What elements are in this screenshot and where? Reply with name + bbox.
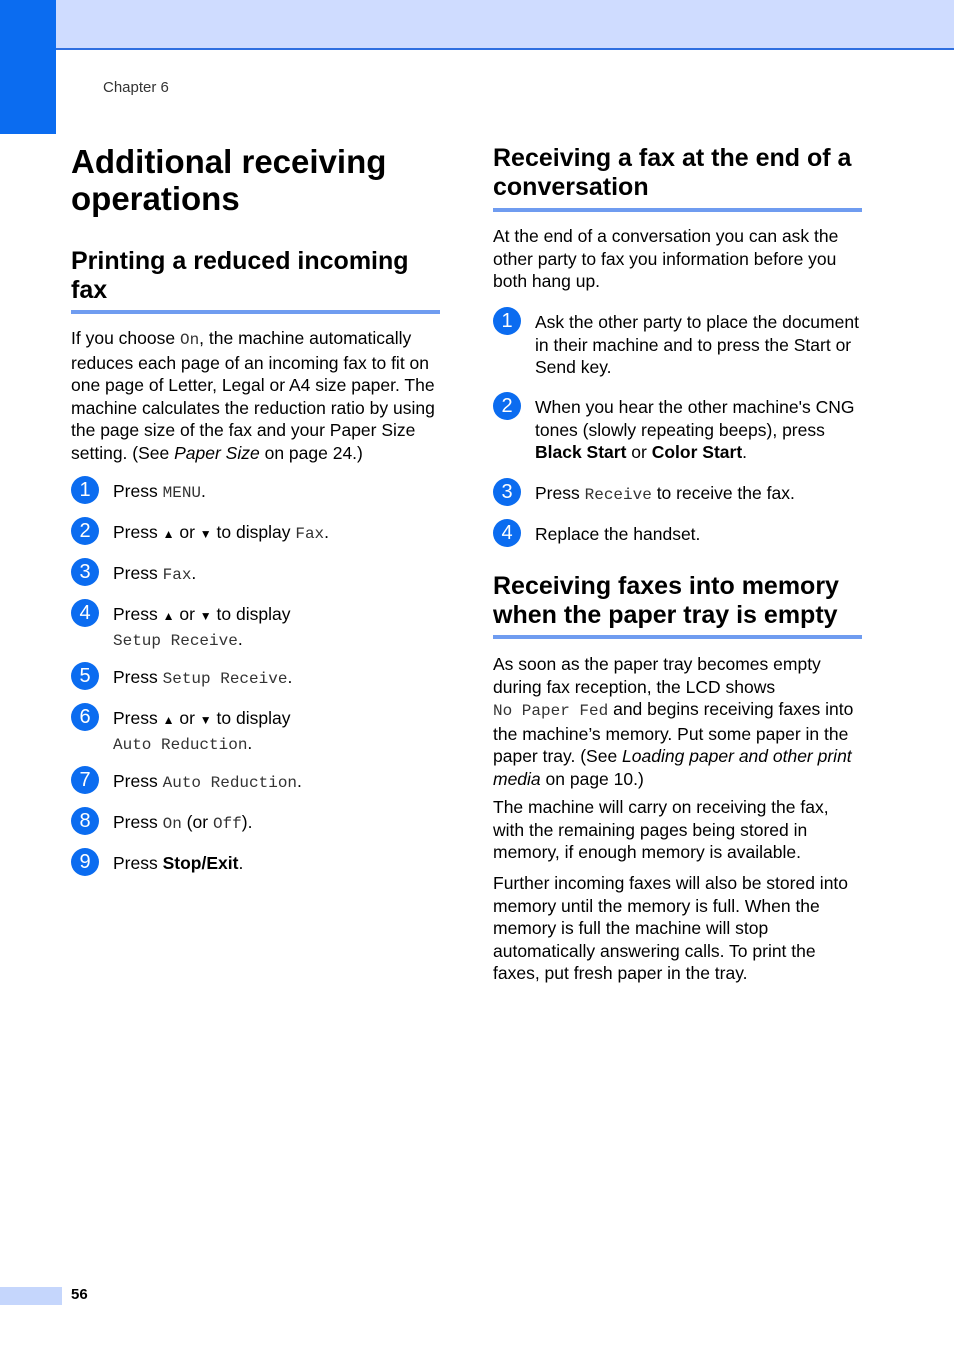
section2-paragraph-3: Further incoming faxes will also be stored into memory until the memory is full. When the memory is full the machine will stop automatically answering calls. To print the faxes, put fresh paper in the tray. <box>493 873 849 983</box>
step-number: 2 <box>493 392 521 420</box>
step-number: 6 <box>71 703 99 731</box>
section2-paragraph-1: As soon as the paper tray becomes empty during fax reception, the LCD shows No Paper Fed and begins receiving faxes into the machine’s memory. Put some paper in the paper tray. (See Loading paper and other print media on page 10.) <box>493 654 854 789</box>
step-number: 1 <box>71 476 99 504</box>
section-title-end-of-conversation: Receiving a fax at the end of a conversation <box>493 144 852 201</box>
section-rule <box>71 310 440 314</box>
step-number: 2 <box>71 517 99 545</box>
down-arrow-icon: ▼ <box>199 527 212 541</box>
step-number: 1 <box>493 307 521 335</box>
step-number: 8 <box>71 807 99 835</box>
intro-paragraph: If you choose On, the machine automatically reduces each page of an incoming fax to fit on one page of Letter, Legal or A4 size paper. The machine calculates the reduction ratio by using the page size of the fax and your Paper Size setting. (See Paper Size on page 24.) <box>71 328 435 463</box>
up-arrow-icon: ▲ <box>162 527 175 541</box>
step-number: 4 <box>493 519 521 547</box>
step-number: 5 <box>71 662 99 690</box>
up-arrow-icon: ▲ <box>162 609 175 623</box>
step-number: 4 <box>71 599 99 627</box>
footer-band <box>0 1287 62 1305</box>
step-number: 3 <box>71 558 99 586</box>
cross-reference-link[interactable]: Loading paper and other print media <box>493 746 852 789</box>
cross-reference-link[interactable]: Paper Size <box>174 442 260 463</box>
step-number: 3 <box>493 478 521 506</box>
up-arrow-icon: ▲ <box>162 713 175 727</box>
chapter-label: Chapter 6 <box>103 79 169 96</box>
section-rule <box>493 635 862 639</box>
section2-paragraph-2: The machine will carry on receiving the fax, with the remaining pages being stored in memory, if enough memory is available. <box>493 797 829 862</box>
step-number: 9 <box>71 848 99 876</box>
section1-intro: At the end of a conversation you can ask the other party to fax you information before you both hang up. <box>493 226 839 291</box>
section-rule <box>493 208 862 212</box>
page-number: 56 <box>71 1286 88 1303</box>
header-band <box>0 0 954 50</box>
down-arrow-icon: ▼ <box>199 713 212 727</box>
step-number: 7 <box>71 766 99 794</box>
section-title-memory-receive: Receiving faxes into memory when the paper tray is empty <box>493 572 839 629</box>
page-title: Additional receiving operations <box>71 143 387 217</box>
section-title-reduced-fax: Printing a reduced incoming fax <box>71 247 409 304</box>
down-arrow-icon: ▼ <box>199 609 212 623</box>
chapter-tab-marker <box>0 0 56 134</box>
